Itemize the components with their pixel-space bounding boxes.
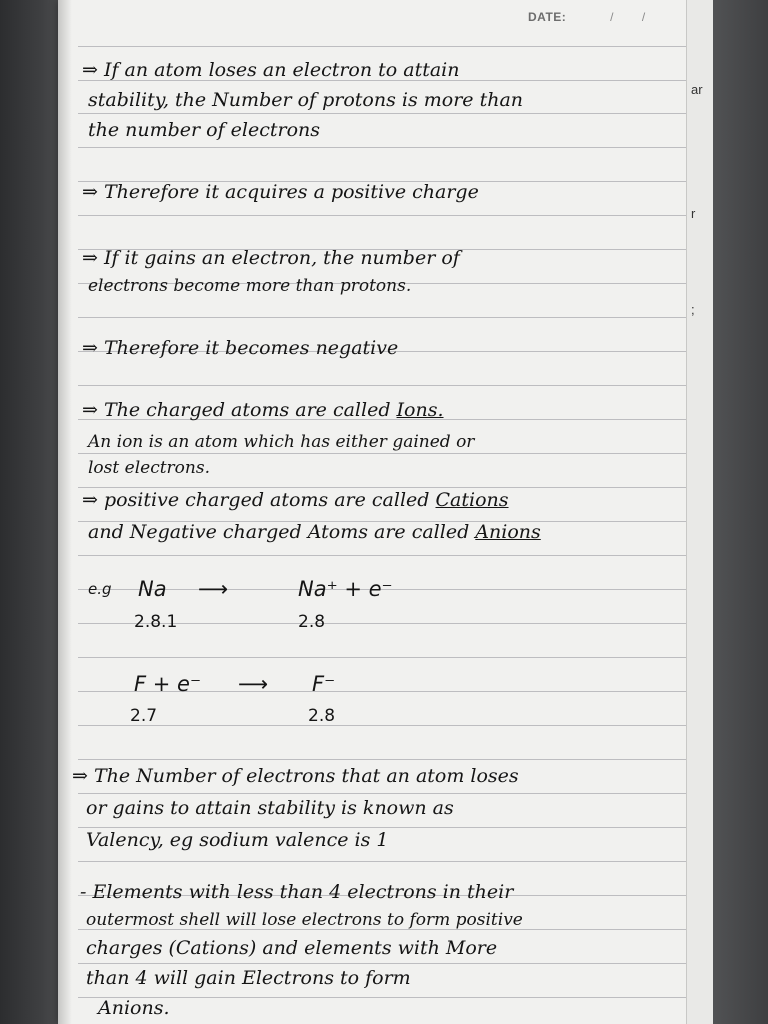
- note-line: ⇒ The Number of electrons that an atom loses: [72, 765, 519, 787]
- note-line: - Elements with less than 4 electrons in their: [80, 881, 514, 903]
- term-ions: Ions.: [396, 399, 444, 421]
- equation-lhs: Na: [138, 577, 167, 601]
- date-label: DATE:: [528, 10, 567, 24]
- note-text: and Negative charged Atoms are called: [88, 521, 470, 543]
- example-prefix: e.g: [88, 580, 112, 598]
- note-line: An ion is an atom which has either gained or: [88, 432, 475, 452]
- margin-mark: ;: [691, 302, 695, 317]
- equation-rhs: F⁻: [312, 672, 336, 696]
- note-line: ⇒ If it gains an electron, the number of: [82, 247, 460, 269]
- notebook-page: [58, 0, 694, 1024]
- note-line: [88, 520, 688, 544]
- note-line: outermost shell will lose electrons to form positive: [86, 910, 523, 930]
- background-left: [0, 0, 60, 1024]
- margin-mark: r: [691, 206, 696, 221]
- equation-arrow: ⟶: [238, 672, 269, 696]
- note-line: or gains to attain stability is known as: [86, 797, 454, 819]
- electron-config: 2.8.1: [134, 612, 178, 632]
- note-line: charges (Cations) and elements with More: [86, 937, 498, 959]
- margin-mark: ar: [691, 82, 703, 97]
- note-line: than 4 will gain Electrons to form: [86, 967, 411, 989]
- note-line: ⇒ Therefore it becomes negative: [82, 337, 399, 359]
- note-line: Valency, eg sodium valence is 1: [86, 829, 389, 851]
- handwritten-notes: [58, 0, 694, 1024]
- note-line: ⇒ Therefore it acquires a positive charge: [82, 181, 479, 203]
- note-line: the number of electrons: [88, 119, 321, 141]
- equation-lhs: F + e⁻: [134, 672, 202, 696]
- equation-arrow: ⟶: [198, 577, 229, 601]
- note-line: electrons become more than protons.: [88, 276, 412, 296]
- note-line: lost electrons.: [88, 458, 210, 478]
- term-cations: Cations: [435, 489, 509, 511]
- electron-config: 2.8: [308, 706, 336, 726]
- date-separator: /: [610, 10, 614, 24]
- note-line: [82, 398, 682, 422]
- note-line: [82, 488, 682, 512]
- electron-config: 2.8: [298, 612, 326, 632]
- term-anions: Anions: [475, 521, 541, 543]
- note-line: Anions.: [98, 997, 170, 1019]
- date-separator: /: [641, 10, 646, 24]
- note-text: ⇒ positive charged atoms are called: [82, 489, 430, 511]
- equation-rhs: Na⁺ + e⁻: [298, 577, 393, 601]
- electron-config: 2.7: [130, 706, 158, 726]
- adjacent-page-edge: [686, 0, 713, 1024]
- note-line: ⇒ If an atom loses an electron to attain: [82, 59, 460, 81]
- background-right: [710, 0, 768, 1024]
- note-line: stability, the Number of protons is more than: [88, 89, 524, 111]
- note-text: ⇒ The charged atoms are called: [82, 399, 391, 421]
